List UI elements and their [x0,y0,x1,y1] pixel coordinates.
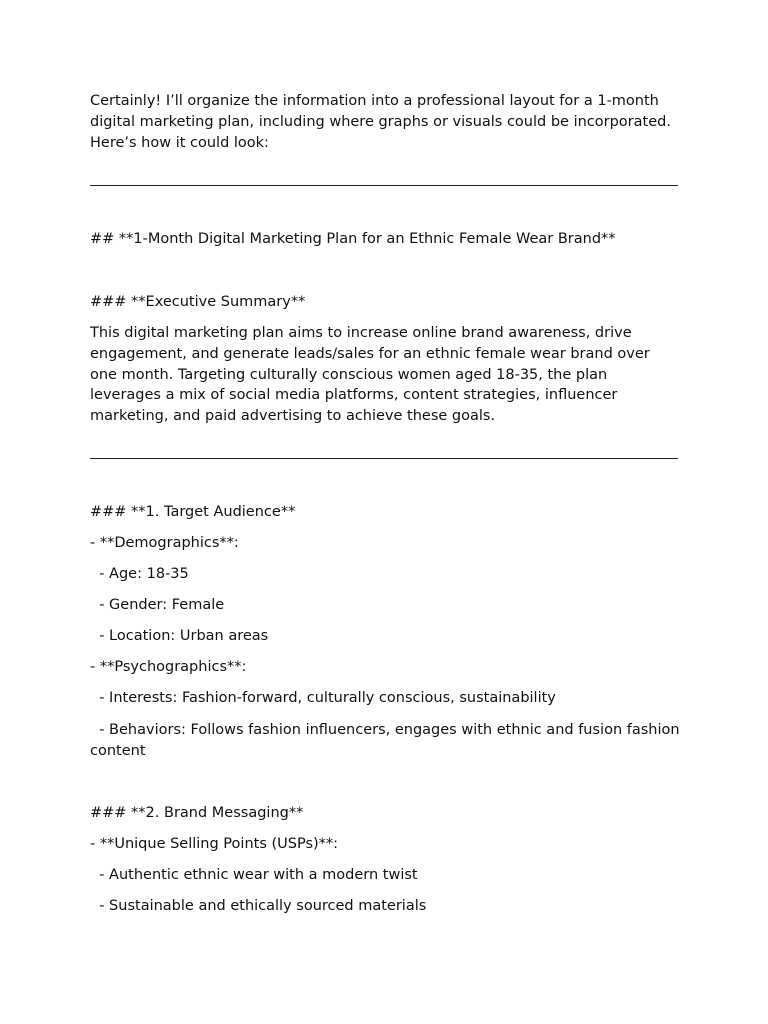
psychographics-interests: - Interests: Fashion-forward, culturally conscious, sustainability [90,690,556,706]
usp-item: - Authentic ethnic wear with a modern twist [90,867,418,883]
demographics-label: - **Demographics**: [90,535,239,551]
executive-summary-body: This digital marketing plan aims to increase online brand awareness, drive engagement, and generate leads/sales for an ethnic female wear brand over one month. Targeting culturally conscious women aged 18-35, the plan leverages a mix of social media platforms, content strategies, influencer marketing, and paid advertising to achieve these goals. [90,325,655,425]
intro-paragraph: Certainly! I’ll organize the information into a professional layout for a 1-month digital marketing plan, including where graphs or visuals could be incorporated. Here’s how it could look: [90,93,676,151]
brand-messaging-heading: ### **2. Brand Messaging** [90,805,304,821]
demographics-location: - Location: Urban areas [90,628,269,644]
usp-item: - Sustainable and ethically sourced materials [90,898,427,914]
horizontal-rule [90,458,678,459]
target-audience-heading: ### **1. Target Audience** [90,504,296,520]
psychographics-behaviors: - Behaviors: Follows fashion influencers, engages with ethnic and fusion fashion content [90,722,685,759]
usp-label: - **Unique Selling Points (USPs)**: [90,836,339,852]
executive-summary-heading: ### **Executive Summary** [90,294,306,310]
psychographics-label: - **Psychographics**: [90,659,247,675]
horizontal-rule [90,185,678,186]
demographics-age: - Age: 18-35 [90,566,189,582]
document-title: ## **1-Month Digital Marketing Plan for an Ethnic Female Wear Brand** [90,231,616,247]
demographics-gender: - Gender: Female [90,597,225,613]
